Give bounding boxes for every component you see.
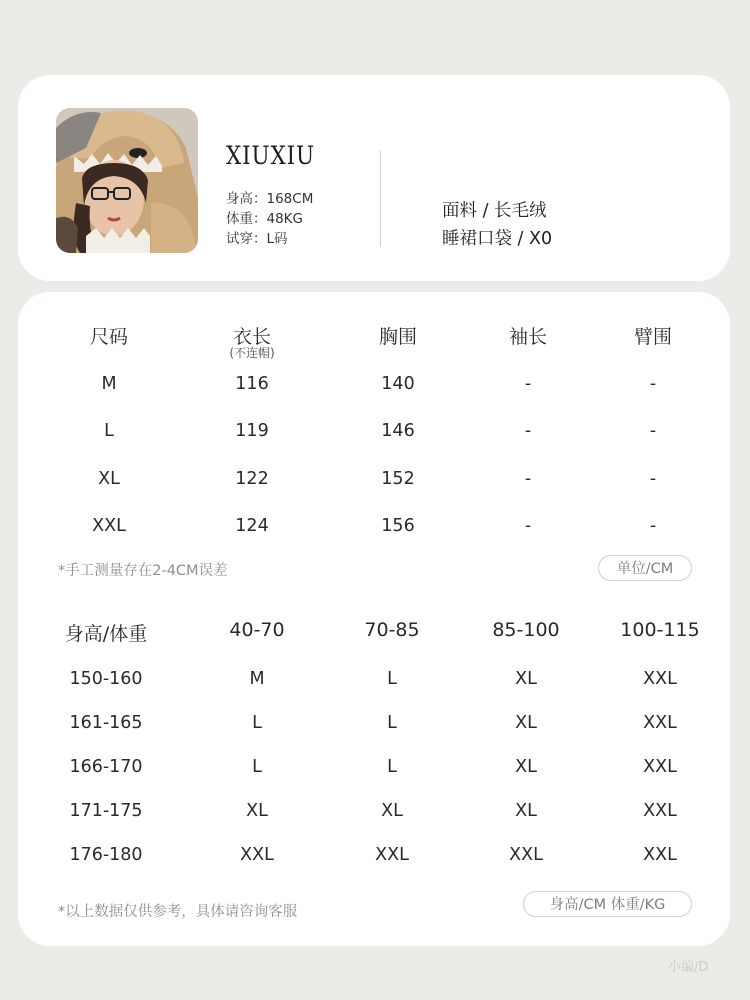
sleeve-cell: - [524,516,532,536]
recommended-size-cell: L [387,669,397,689]
recommended-size-cell: XXL [643,801,677,821]
chest-cell: 146 [381,421,415,441]
size-cell: L [104,421,114,441]
model-weight-label: 体重： [226,211,267,227]
model-height: 168CM [266,191,314,207]
size-header-chest: 胸围 [378,326,418,348]
recommended-size-cell: L [387,713,397,733]
model-tryon-row [226,229,313,249]
arm-cell: - [649,516,657,536]
height-range-cell: 150-160 [69,669,143,689]
model-height-label: 身高： [226,191,267,207]
recommended-size-cell: XL [515,801,537,821]
recommended-size-cell: L [252,713,262,733]
sleeve-cell: - [524,469,532,489]
length-cell: 116 [235,374,269,394]
editor-signature: 小编/D [668,960,709,975]
model-tryon: L码 [266,231,288,247]
rec-header-height-weight: 身高/体重 [64,623,148,645]
recommended-size-cell: L [387,757,397,777]
recommended-size-cell: XXL [643,713,677,733]
size-header-sleeve: 袖长 [508,326,548,348]
recommended-size-cell: XXL [643,757,677,777]
size-cell: XL [98,469,120,489]
recommended-size-cell: M [249,669,265,689]
height-range-cell: 176-180 [69,845,143,865]
vertical-divider [380,151,381,247]
chest-cell: 140 [381,374,415,394]
fabric-detail: 睡裙口袋 / X0 [442,229,553,249]
recommended-size-cell: XXL [240,845,274,865]
height-range-cell: 166-170 [69,757,143,777]
model-name: XIUXIU [226,141,316,170]
unit-badge: 身高/CM 体重/KG [523,891,692,917]
length-cell: 122 [235,469,269,489]
model-stats [226,189,313,249]
height-range-cell: 161-165 [69,713,143,733]
rec-header-weight-range: 70-85 [364,619,420,641]
recommended-size-cell: XL [246,801,268,821]
measurement-note: *手工测量存在2-4CM误差 [58,563,228,579]
chest-cell: 156 [381,516,415,536]
size-header-length-note: (不连帽) [229,346,275,360]
size-header-size: 尺码 [89,326,129,348]
recommended-size-cell: XL [515,713,537,733]
size-header-arm: 臂围 [633,326,673,348]
recommended-size-cell: XXL [375,845,409,865]
size-cell: XXL [92,516,126,536]
model-height-row [226,189,313,209]
recommended-size-cell: XL [381,801,403,821]
recommended-size-cell: XXL [509,845,543,865]
rec-header-weight-range: 85-100 [492,619,560,641]
recommended-size-cell: L [252,757,262,777]
recommended-size-cell: XL [515,757,537,777]
sleeve-cell: - [524,374,532,394]
fabric-info [442,197,552,253]
fabric-material: 面料 / 长毛绒 [442,201,547,221]
size-cell: M [101,374,117,394]
height-range-cell: 171-175 [69,801,143,821]
model-tryon-label: 试穿： [226,231,267,247]
arm-cell: - [649,469,657,489]
model-weight: 48KG [266,211,303,227]
rec-header-weight-range: 100-115 [620,619,700,641]
recommended-size-cell: XL [515,669,537,689]
sleeve-cell: - [524,421,532,441]
size-header-length: 衣长 [232,326,272,348]
model-info-card [18,75,730,281]
recommended-size-cell: XXL [643,669,677,689]
recommended-size-cell: XXL [643,845,677,865]
size-chart-card [18,292,730,946]
model-weight-row [226,209,313,229]
reference-note: *以上数据仅供参考，具体请咨询客服 [58,904,298,920]
model-photo [56,108,198,253]
arm-cell: - [649,374,657,394]
length-cell: 119 [235,421,269,441]
length-cell: 124 [235,516,269,536]
unit-badge: 单位/CM [598,555,692,581]
chest-cell: 152 [381,469,415,489]
arm-cell: - [649,421,657,441]
rec-header-weight-range: 40-70 [229,619,285,641]
